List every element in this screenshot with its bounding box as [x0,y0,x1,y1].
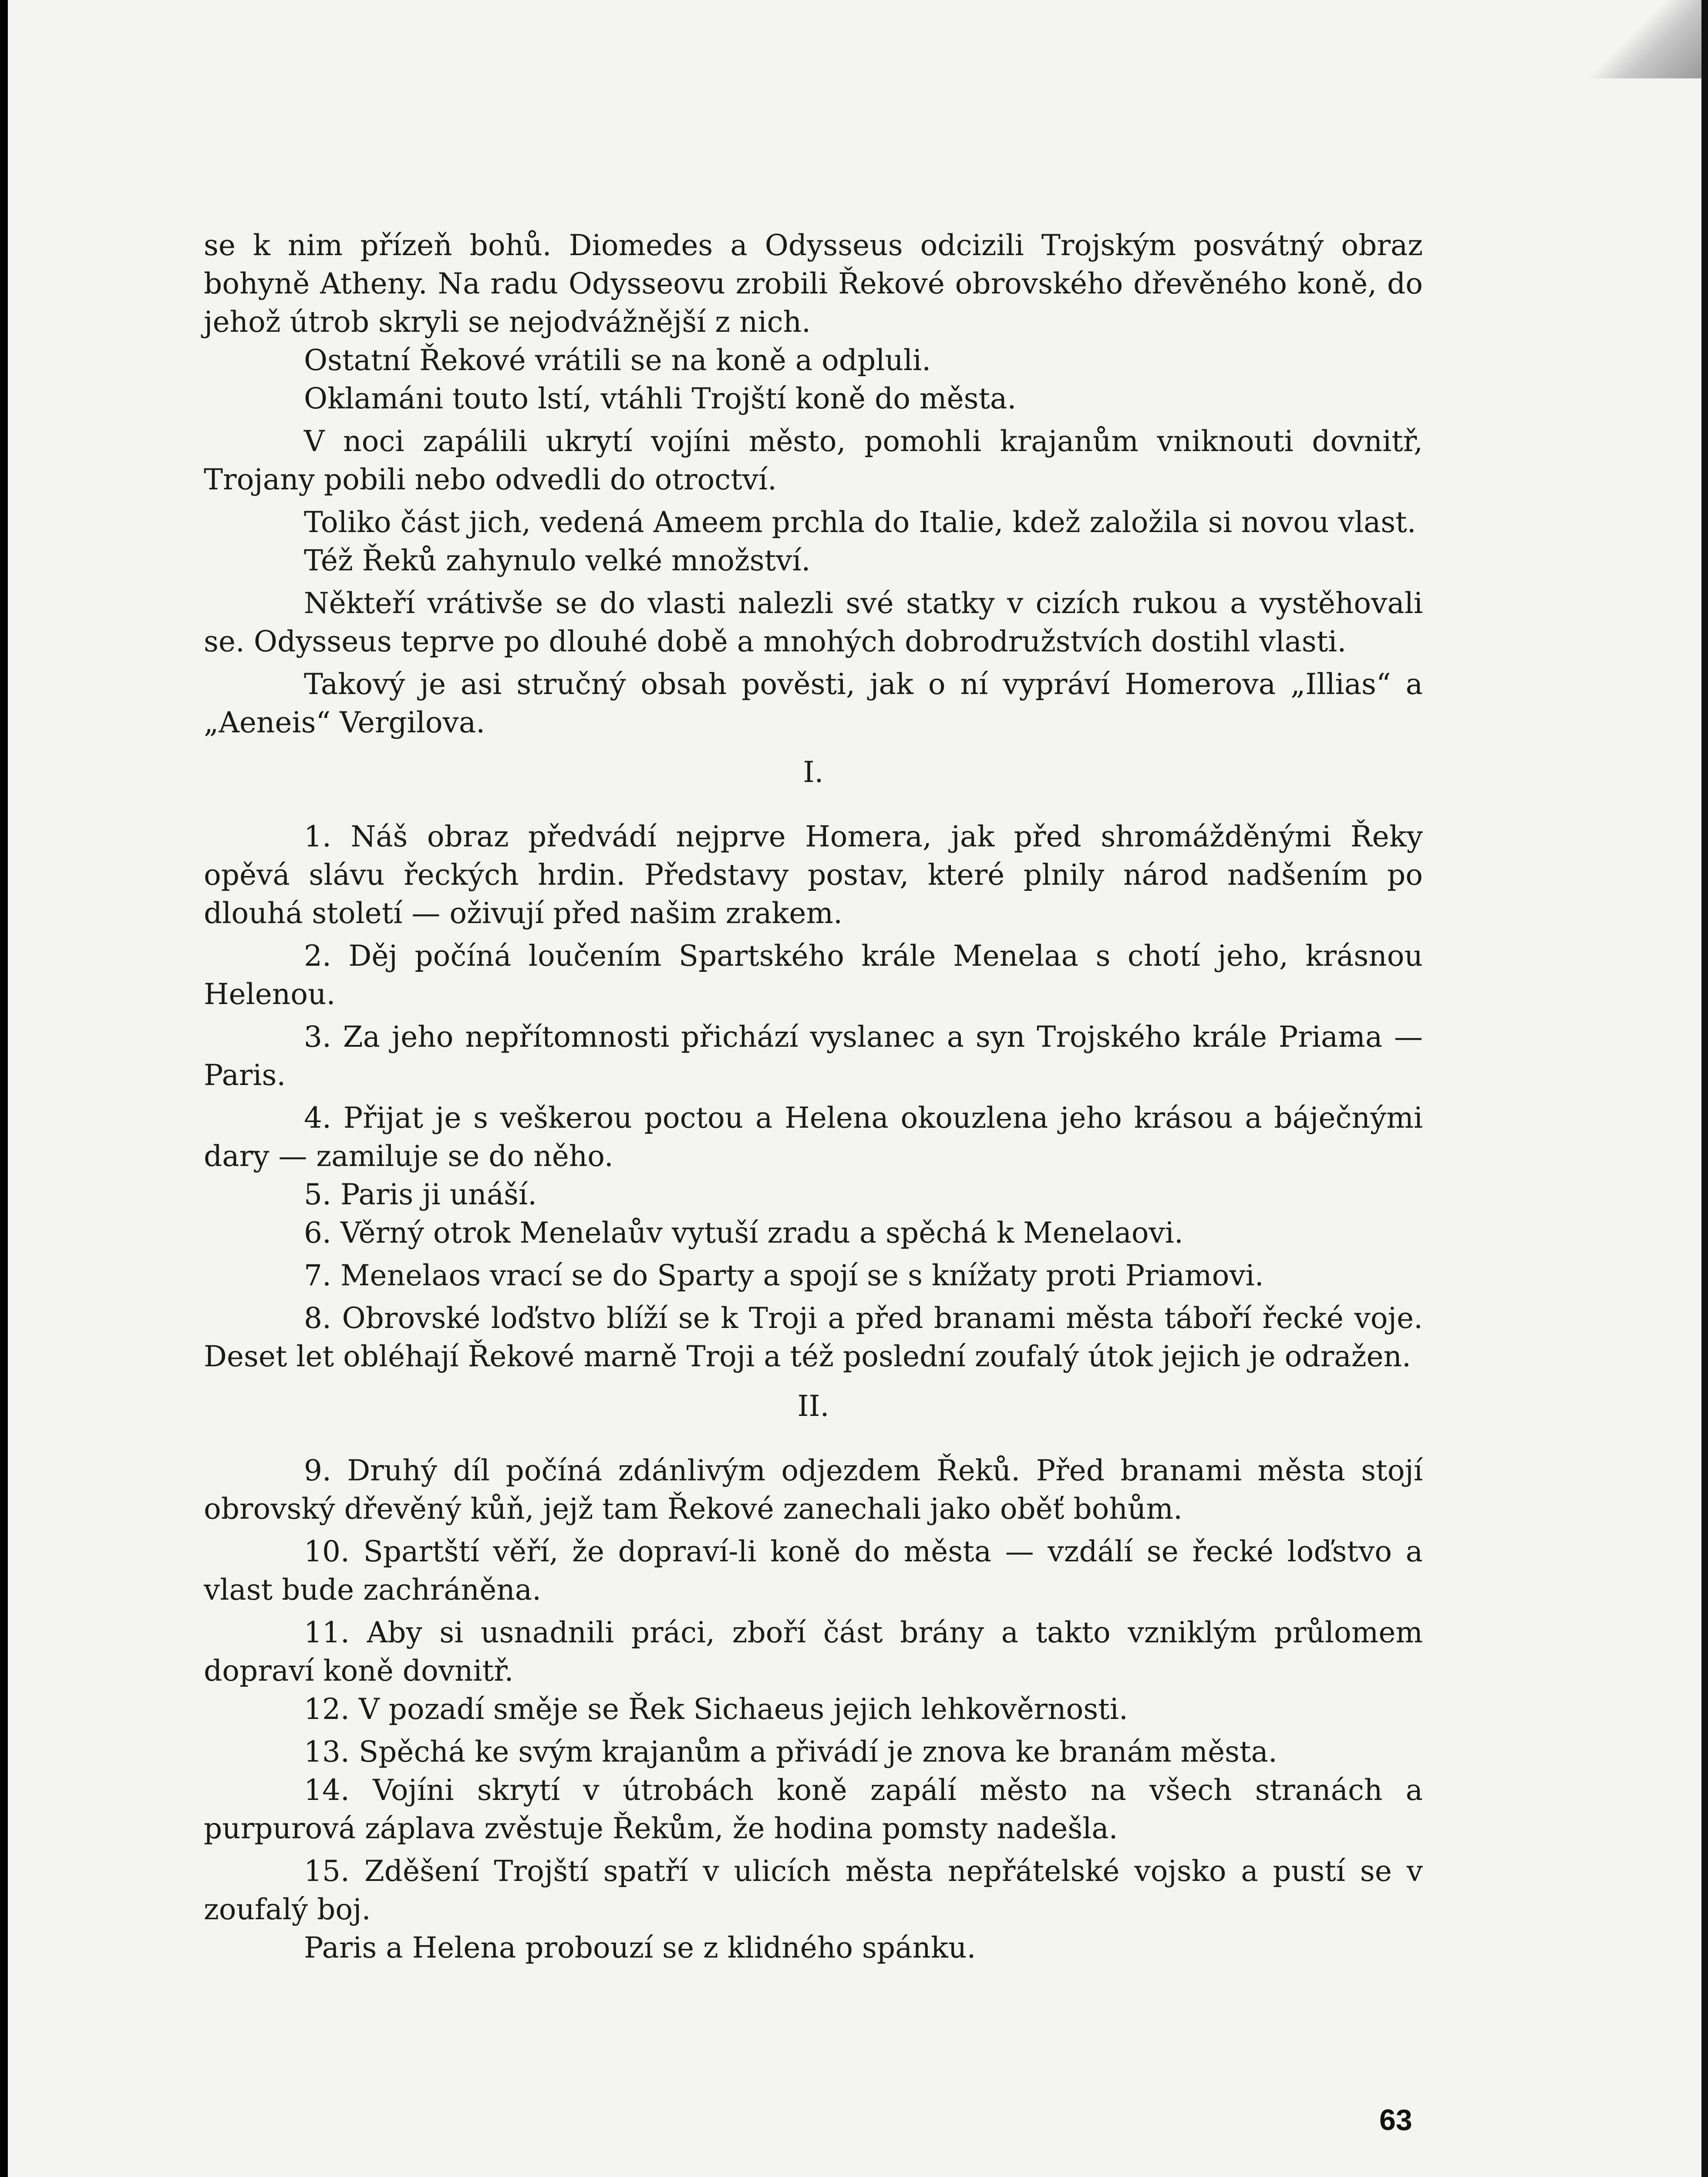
list-item: 14. Vojíni skrytí v útrobách koně zapálí město na všech stranách a purpurová záplava zvěstuje Řekům, že hodina pomsty nadešla. [204,1773,1423,1845]
list-item: 3. Za jeho nepřítomnosti přichází vyslanec a syn Trojského krále Priama — Paris. [204,1020,1423,1092]
paragraph: Oklamáni touto lstí, vtáhli Trojští koně do města. [304,382,1017,415]
list-item: 8. Obrovské loďstvo blíží se k Troji a před branami města táboří řecké voje. Deset let obléhají Řekové marně Troji a též poslední zoufalý útok jejich je odražen. [204,1301,1423,1373]
list-item: 2. Děj počíná loučením Spartského krále Menelaa s chotí jeho, krásnou Helenou. [204,939,1423,1011]
list-item: 10. Spartští věří, že dopraví-li koně do města — vzdálí se řecké loďstvo a vlast bude zachráněna. [204,1535,1423,1607]
list-item: 15. Zděšení Trojští spatří v ulicích města nepřátelské vojsko a pustí se v zoufalý boj. [204,1854,1423,1926]
section-heading-1: I. [803,755,824,789]
paragraph: Též Řeků zahynulo velké množství. [304,544,811,577]
paragraph: Takový je asi stručný obsah pověsti, jak o ní vypráví Homerova „Illias“ a „Aeneis“ Vergilova. [204,667,1423,739]
list-item: 11. Aby si usnadnili práci, zboří část brány a takto vzniklým průlomem dopraví koně dovnitř. [204,1616,1423,1688]
list-item: 7. Menelaos vrací se do Sparty a spojí se s knížaty proti Priamovi. [304,1259,1264,1292]
scan-edge [0,0,8,2177]
paragraph: Toliko část jich, vedená Ameem prchla do Italie, kdež založila si novou vlast. [304,505,1416,539]
paragraph: Někteří vrátivše se do vlasti nalezli své statky v cizích rukou a vystěhovali se. Odysseus teprve po dlouhé době a mnohých dobrodružstvích dostihl vlasti. [204,586,1423,658]
paragraph: V noci zapálili ukrytí vojíni město, pomohli krajanům vniknouti dovnitř, Trojany pobili nebo odvedli do otroctví. [204,425,1423,496]
list-item: Paris a Helena probouzí se z klidného spánku. [304,1931,976,1965]
paragraph: se k nim přízeň bohů. Diomedes a Odysseus odcizili Trojským posvátný obraz bohyně Atheny. Na radu Odysseovu zrobili Řekové obrovského dřevěného koně, do jehož útrob skryli se nejodvážnější z nich. [204,229,1423,339]
list-item: 4. Přijat je s veškerou poctou a Helena okouzlena jeho krásou a báječnými dary — zamiluje se do něho. [204,1101,1423,1173]
list-item: 13. Spěchá ke svým krajanům a přivádí je znova ke branám města. [304,1735,1277,1769]
list-item: 12. V pozadí směje se Řek Sichaeus jejich lehkověrnosti. [304,1692,1128,1726]
list-item: 5. Paris ji unáší. [304,1178,537,1211]
list-item: 9. Druhý díl počíná zdánlivým odjezdem Řeků. Před branami města stojí obrovský dřevěný kůň, jejž tam Řekové zanechali jako oběť bohům. [204,1454,1423,1526]
book-page [8,0,1701,2177]
scan-corner-mark [1588,0,1701,78]
list-item: 1. Náš obraz předvádí nejprve Homera, jak před shromážděnými Řeky opěvá slávu řeckých hrdin. Představy postav, které plnily národ nadšením po dlouhá století — oživují před našim zrakem. [204,820,1423,930]
page-number: 63 [1379,2103,1412,2137]
list-item: 6. Věrný otrok Menelaův vytuší zradu a spěchá k Menelaovi. [304,1216,1183,1250]
section-heading-2: II. [797,1389,829,1423]
paragraph: Ostatní Řekové vrátili se na koně a odpluli. [304,344,931,377]
page-text [204,226,1423,1967]
